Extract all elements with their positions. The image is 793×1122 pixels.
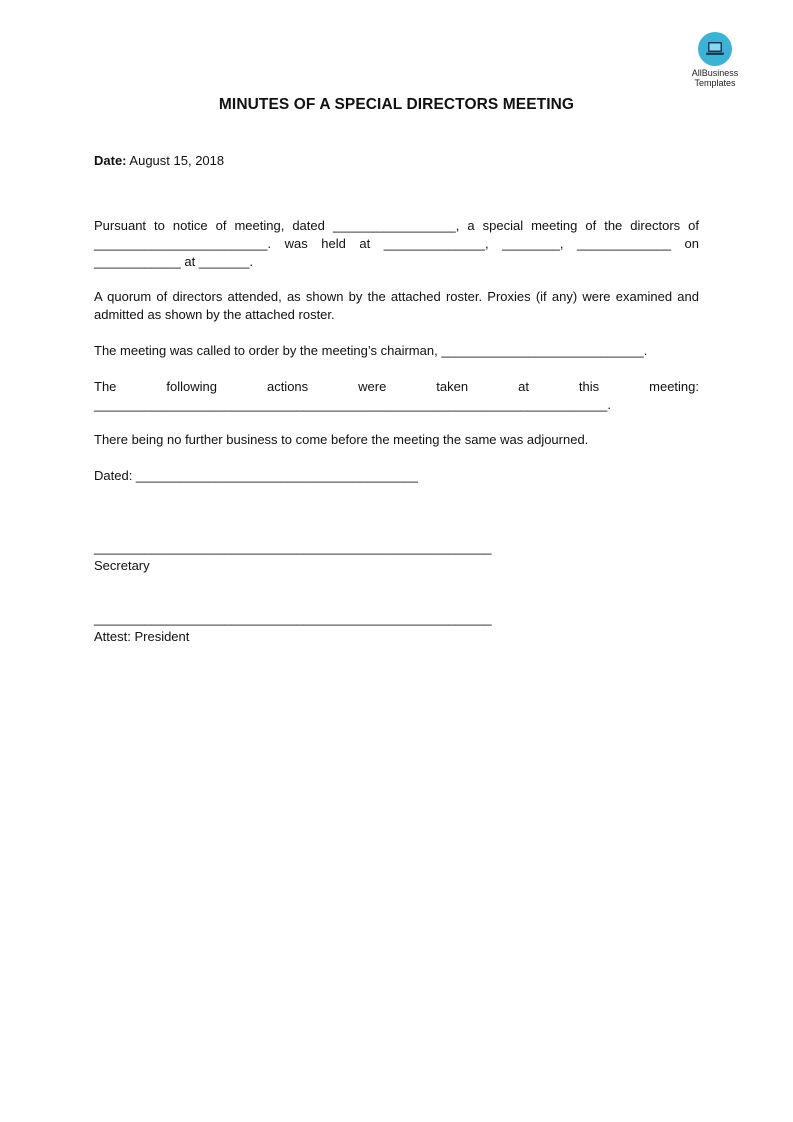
dated-line: Dated: _______________________________________ bbox=[94, 468, 418, 483]
paragraph-quorum bbox=[94, 288, 699, 324]
date-label: Date: bbox=[94, 153, 127, 168]
document-title: MINUTES OF A SPECIAL DIRECTORS MEETING bbox=[218, 96, 575, 113]
paragraph-actions-line1: The following actions were taken at this meeting: bbox=[94, 379, 699, 394]
president-signature-line: _______________________________________________________ bbox=[94, 611, 492, 626]
logo bbox=[684, 32, 746, 88]
paragraph-actions-line2: _______________________________________________________________________. bbox=[94, 397, 611, 412]
paragraph-quorum-line2: admitted as shown by the attached roster. bbox=[94, 307, 335, 322]
paragraph-notice bbox=[94, 217, 699, 271]
date-value: August 15, 2018 bbox=[129, 153, 225, 168]
paragraph-notice-line3: ____________ at _______. bbox=[94, 254, 254, 269]
logo-text-line1: AllBusiness bbox=[691, 68, 739, 78]
paragraph-notice-line1: Pursuant to notice of meeting, dated _________________, a special meeting of the directors of bbox=[94, 218, 699, 233]
paragraph-actions bbox=[94, 378, 699, 414]
secretary-signature-line: _______________________________________________________ bbox=[94, 540, 492, 555]
paragraph-adjourned: There being no further business to come before the meeting the same was adjourned. bbox=[94, 432, 589, 447]
paragraph-quorum-line1: A quorum of directors attended, as shown by the attached roster. Proxies (if any) were examined and bbox=[94, 289, 699, 304]
paragraph-chairman: The meeting was called to order by the meeting’s chairman, ____________________________. bbox=[94, 343, 648, 358]
logo-text-line2: Templates bbox=[694, 78, 736, 88]
date-line bbox=[94, 152, 224, 170]
paragraph-notice-line2: ________________________. was held at ______________, ________, _____________ on bbox=[94, 236, 699, 251]
president-label: Attest: President bbox=[94, 629, 190, 644]
laptop-icon bbox=[698, 32, 732, 66]
secretary-label: Secretary bbox=[94, 558, 150, 573]
